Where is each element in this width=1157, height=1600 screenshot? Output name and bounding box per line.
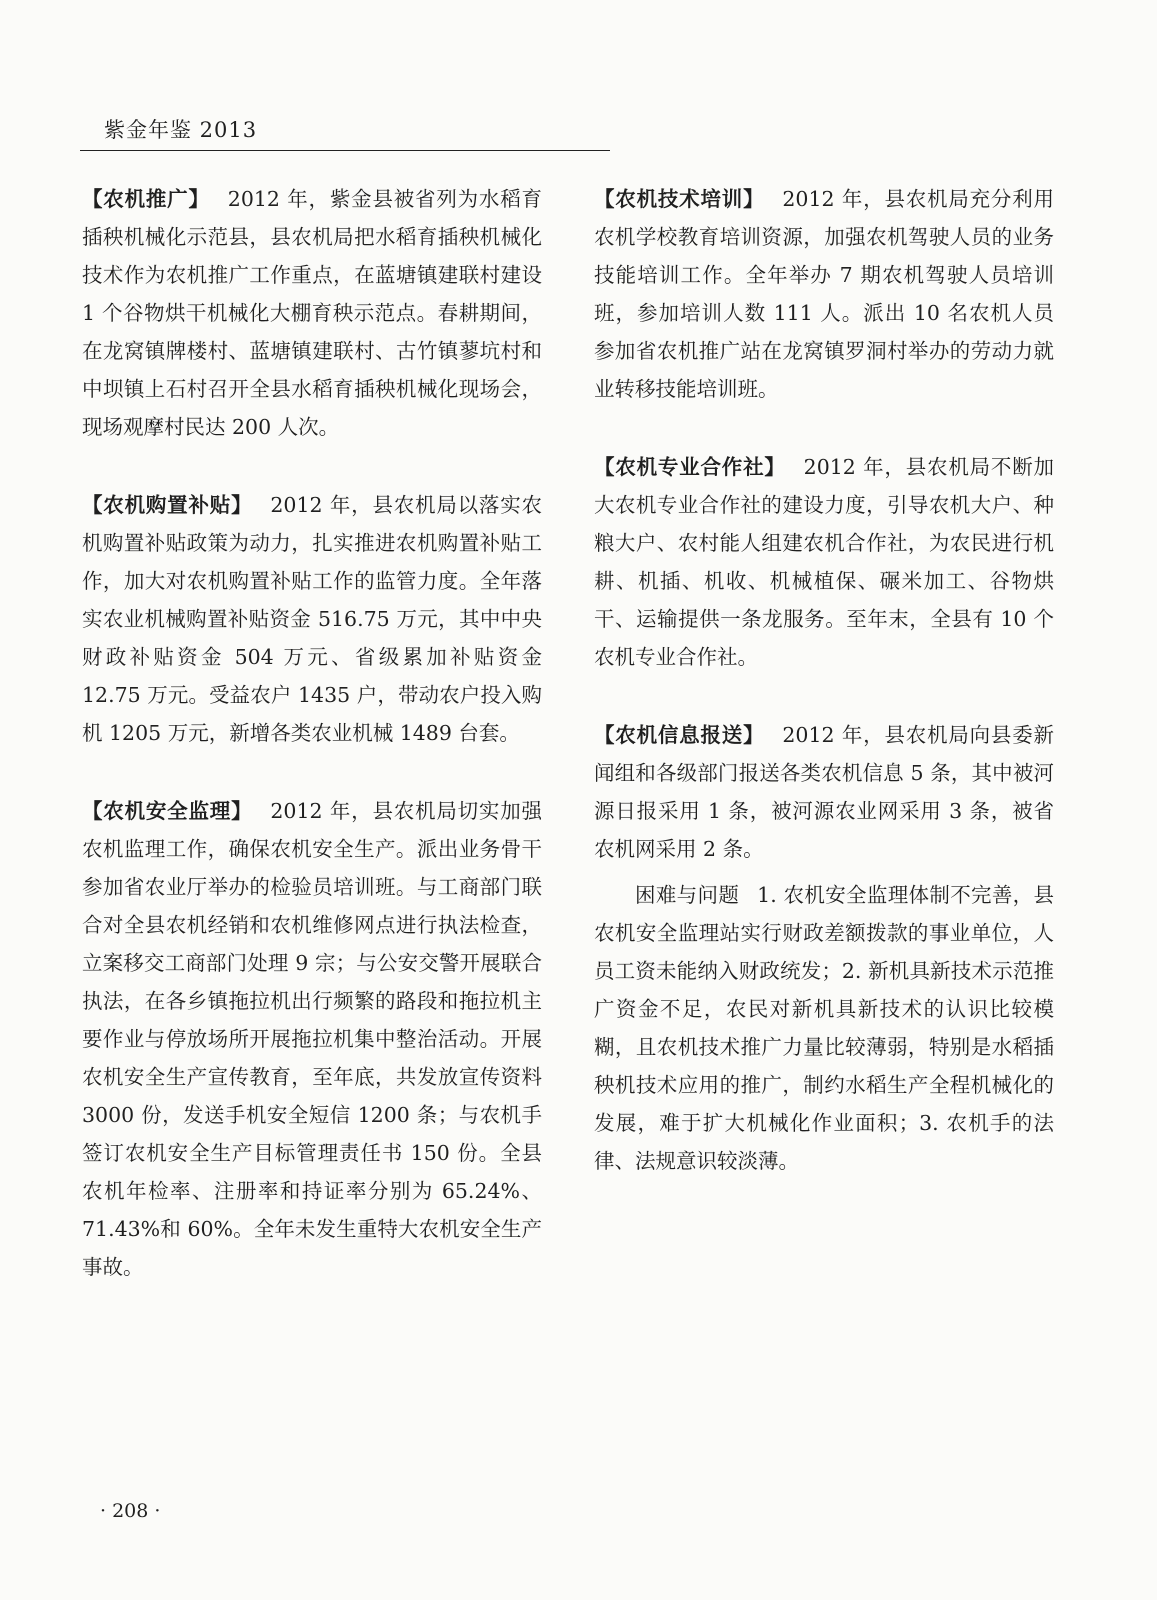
issues-label: 困难与问题 (635, 883, 740, 907)
entry-body: 2012 年，县农机局向县委新闻组和各级部门报送各类农机信息 5 条，其中被河源日报采用 1 条，被河源农业网采用 3 条，被省农机网采用 2 条。 (594, 723, 1055, 861)
entry-nongji-xinxi-baosong (594, 716, 1054, 868)
entry-title: 【农机专业合作社】 (594, 455, 786, 479)
entry-nongji-gouzhi-butie (82, 486, 542, 752)
entry-body: 2012 年，县农机局充分利用农机学校教育培训资源，加强农机驾驶人员的业务技能培训工作。全年举办 7 期农机驾驶人员培训班，参加培训人数 111 人。派出 10 名农机人员参加省农机推广站在龙窝镇罗洞村举办的劳动力就业转移技能培训班。 (594, 187, 1055, 401)
page-number: · 208 · (100, 1500, 161, 1522)
entry-nongji-zhuanye-hezuoshe (594, 448, 1054, 676)
entry-body: 2012 年，县农机局以落实农机购置补贴政策为动力，扎实推进农机购置补贴工作，加大对农机购置补贴工作的监管力度。全年落实农业机械购置补贴资金 516.75 万元，其中中央财政补贴资金 504 万元、省级累加补贴资金 12.75 万元。受益农户 1435 户，带动农户投入购机 1205 万元，新增各类农业机械 1489 台套。 (82, 493, 543, 745)
entry-title: 【农机购置补贴】 (82, 493, 253, 517)
issues-body: 1. 农机安全监理体制不完善，县农机安全监理站实行财政差额拨款的事业单位，人员工资未能纳入财政统发；2. 新机具新技术示范推广资金不足，农民对新机具新技术的认识比较模糊，且农机技术推广力量比较薄弱，特别是水稻插秧机技术应用的推广，制约水稻生产全程机械化的发展，难于扩大机械化作业面积；3. 农机手的法律、法规意识较淡薄。 (594, 883, 1055, 1173)
right-column (594, 180, 1054, 1180)
entry-nongji-jishu-peixun (594, 180, 1054, 408)
issues-paragraph (594, 876, 1054, 1180)
entry-title: 【农机技术培训】 (594, 187, 765, 211)
entry-nongji-anquan-jianli (82, 792, 542, 1286)
running-head: 紫金年鉴 2013 (104, 118, 258, 142)
header-rule (80, 150, 610, 151)
entry-title: 【农机安全监理】 (82, 799, 253, 823)
left-column (82, 180, 542, 1286)
entry-body: 2012 年，县农机局切实加强农机监理工作，确保农机安全生产。派出业务骨干参加省农业厅举办的检验员培训班。与工商部门联合对全县农机经销和农机维修网点进行执法检查，立案移交工商部门处理 9 宗；与公安交警开展联合执法，在各乡镇拖拉机出行频繁的路段和拖拉机主要作业与停放场所开展拖拉机集中整治活动。开展农机安全生产宣传教育，至年底，共发放宣传资料 3000 份，发送手机安全短信 1200 条；与农机手签订农机安全生产目标管理责任书 150 份。全县农机年检率、注册率和持证率分别为 65.24%、71.43%和 60%。全年未发生重特大农机安全生产事故。 (82, 799, 543, 1279)
entry-title: 【农机推广】 (82, 187, 210, 211)
entry-nongji-tuiguang (82, 180, 542, 446)
entry-body: 2012 年，紫金县被省列为水稻育插秧机械化示范县，县农机局把水稻育插秧机械化技术作为农机推广工作重点，在蓝塘镇建联村建设 1 个谷物烘干机械化大棚育秧示范点。春耕期间，在龙窝镇牌楼村、蓝塘镇建联村、古竹镇蓼坑村和中坝镇上石村召开全县水稻育插秧机械化现场会，现场观摩村民达 200 人次。 (82, 187, 543, 439)
entry-body: 2012 年，县农机局不断加大农机专业合作社的建设力度，引导农机大户、种粮大户、农村能人组建农机合作社，为农民进行机耕、机插、机收、机械植保、碾米加工、谷物烘干、运输提供一条龙服务。至年末，全县有 10 个农机专业合作社。 (594, 455, 1054, 669)
entry-title: 【农机信息报送】 (594, 723, 765, 747)
